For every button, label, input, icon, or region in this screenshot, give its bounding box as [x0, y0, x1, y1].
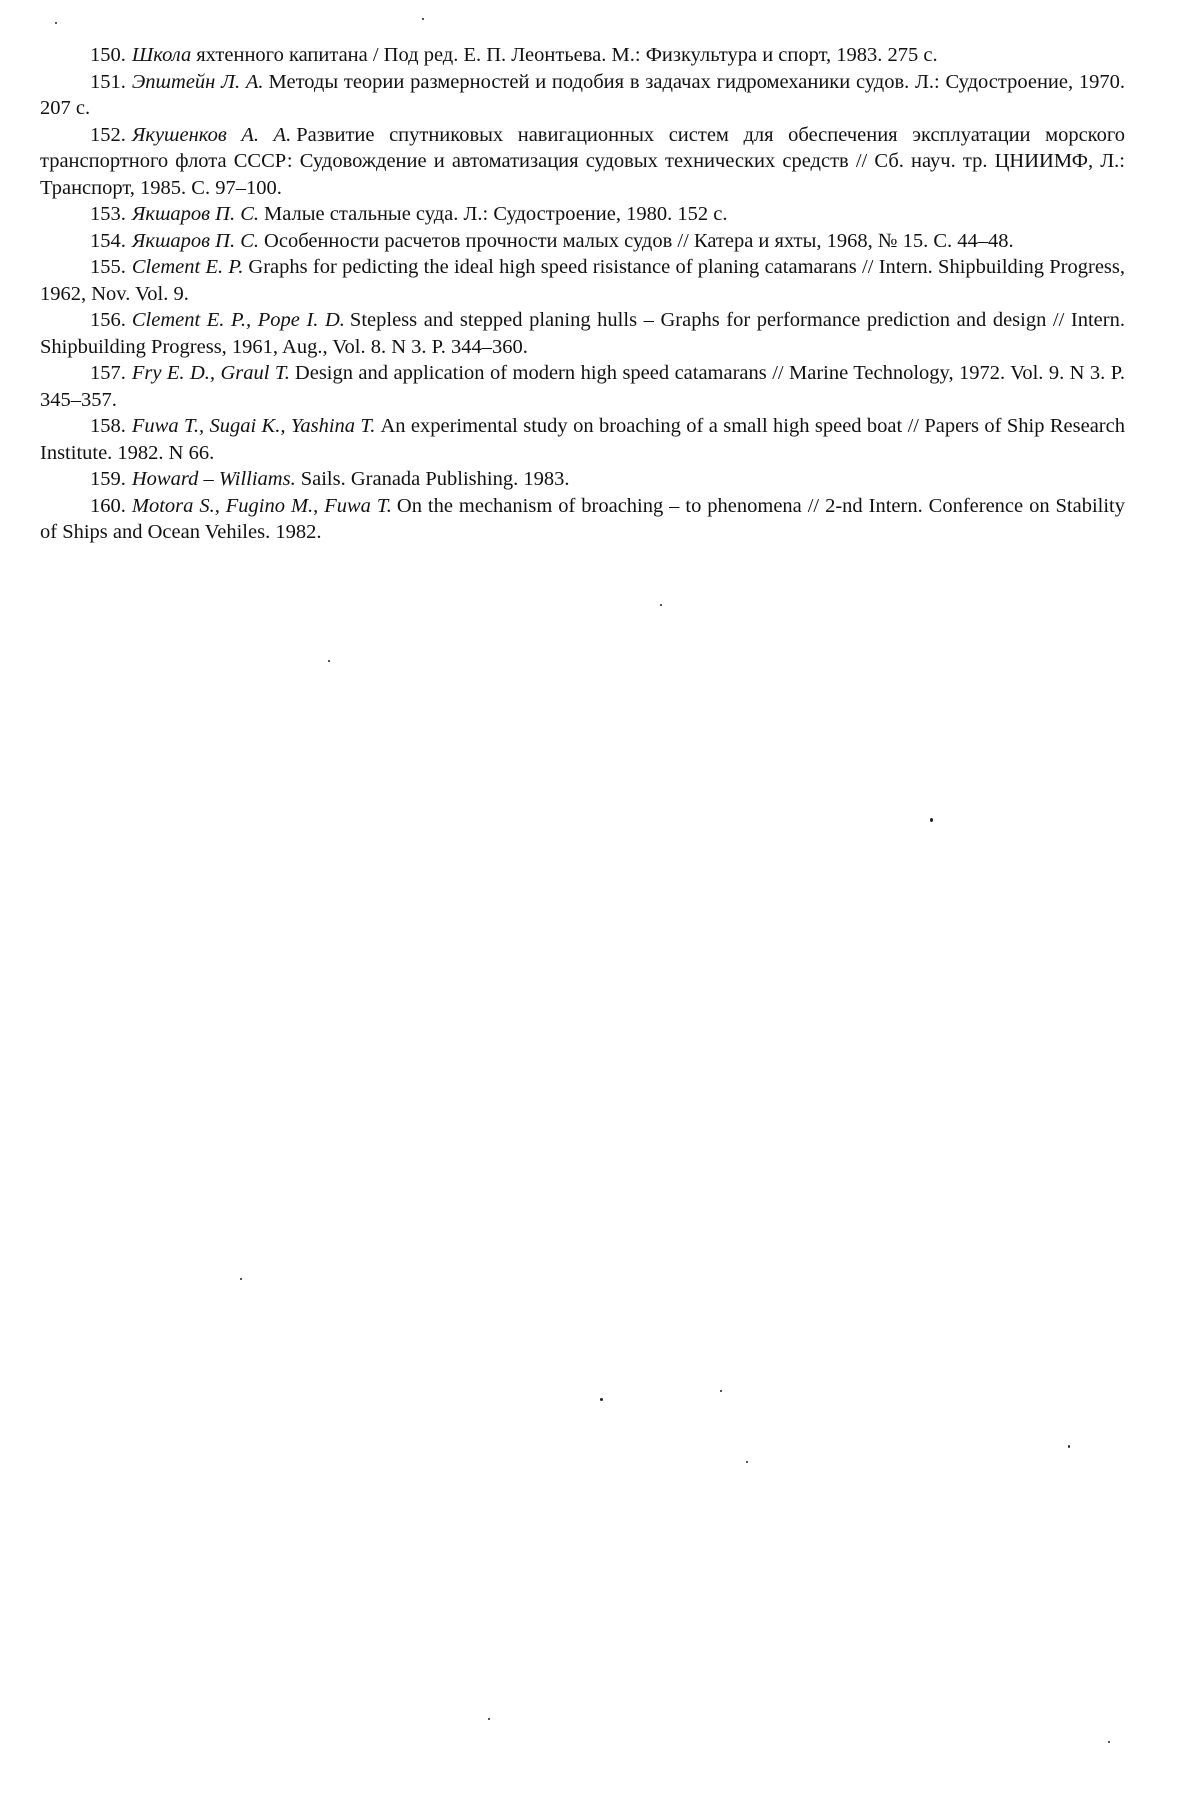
scan-speck	[55, 22, 57, 24]
scan-speck	[328, 660, 330, 662]
reference-author: Clement E. P.	[131, 256, 244, 278]
reference-number: 150.	[90, 44, 126, 66]
reference-text: An experimental study on broaching of a small high speed boat // Papers of Ship Research Institute. 1982. N 66.	[40, 415, 1125, 464]
reference-author: Fry E. D., Graul T.	[131, 362, 290, 384]
reference-author: Якшаров П. С.	[131, 229, 260, 252]
reference-number: 156.	[90, 309, 126, 331]
reference-text: On the mechanism of broaching – to phenomena // 2-nd Intern. Conference on Stability of Ships and Ocean Vehiles. 1982.	[40, 494, 1126, 543]
reference-text: Design and application of modern high speed catamarans // Marine Technology, 1972. Vol. 9. N 3. P. 345–357.	[40, 362, 1125, 411]
reference-text: Sails. Granada Publishing. 1983.	[300, 468, 570, 490]
scan-speck	[720, 1390, 722, 1392]
reference-item-154	[40, 228, 1125, 255]
reference-item-160	[40, 493, 1125, 546]
reference-number: 153.	[90, 203, 126, 225]
reference-number: 159.	[90, 468, 126, 490]
scan-speck	[746, 1461, 748, 1463]
reference-author: Fuwa T., Sugai K., Yashina T.	[131, 415, 376, 437]
reference-item-153	[40, 201, 1125, 228]
reference-number: 155.	[90, 256, 126, 278]
scan-speck	[240, 1278, 242, 1280]
reference-author: Эпштейн Л. А.	[131, 70, 264, 93]
reference-author: Motora S., Fugino M., Fuwa T.	[131, 494, 392, 517]
reference-list	[40, 42, 1125, 546]
reference-item-151	[40, 69, 1125, 122]
reference-item-155	[40, 254, 1125, 307]
scan-speck	[422, 18, 424, 20]
reference-author: Якшаров П. С.	[131, 203, 260, 225]
reference-number: 157.	[90, 362, 126, 384]
reference-text: Stepless and stepped planing hulls – Graphs for performance prediction and design // Intern. Shipbuilding Progress, 1961, Aug., Vol. 8. N 3. P. 344–360.	[40, 309, 1125, 358]
reference-item-156	[40, 307, 1125, 360]
reference-text: Развитие спутниковых навигационных систем для обеспечения эксплуатации морского транспортного флота СССР: Судовождение и автоматизация судовых технических средств // Сб. науч. тр. ЦНИИМФ, Л.: Транспорт, 1985. С. 97–100.	[40, 123, 1125, 199]
reference-item-152	[40, 122, 1125, 202]
reference-item-159	[40, 466, 1125, 493]
reference-author: Якушенков А. А.	[131, 123, 292, 146]
reference-text: Graphs for pedicting the ideal high speed risistance of planing catamarans // Intern. Shipbuilding Progress, 1962, Nov. Vol. 9.	[40, 256, 1126, 305]
scan-speck	[930, 818, 933, 822]
scan-speck	[600, 1398, 603, 1401]
reference-number: 152.	[90, 123, 126, 146]
reference-text: Особенности расчетов прочности малых судов // Катера и яхты, 1968, № 15. С. 44–48.	[264, 229, 1014, 252]
reference-number: 158.	[90, 415, 126, 437]
reference-author: Howard – Williams.	[131, 468, 296, 490]
reference-number: 154.	[90, 229, 126, 252]
reference-item-158	[40, 413, 1125, 466]
scan-speck	[488, 1718, 490, 1720]
reference-number: 151.	[90, 70, 126, 93]
scan-speck	[660, 604, 662, 606]
scan-speck	[1068, 1445, 1070, 1448]
reference-item-157	[40, 360, 1125, 413]
reference-item-150	[40, 42, 1125, 69]
reference-text: яхтенного капитана / Под ред. Е. П. Леонтьева. М.: Физкультура и спорт, 1983. 275 с.	[196, 44, 938, 66]
reference-author: Clement E. P., Pope I. D.	[131, 309, 345, 331]
reference-number: 160.	[90, 494, 126, 517]
reference-text: Методы теории размерностей и подобия в задачах гидромеханики судов. Л.: Судостроение, 1970. 207 с.	[40, 70, 1125, 119]
reference-text: Малые стальные суда. Л.: Судостроение, 1980. 152 с.	[264, 203, 728, 225]
reference-author: Школа	[131, 44, 192, 66]
scan-speck	[1108, 1741, 1110, 1743]
